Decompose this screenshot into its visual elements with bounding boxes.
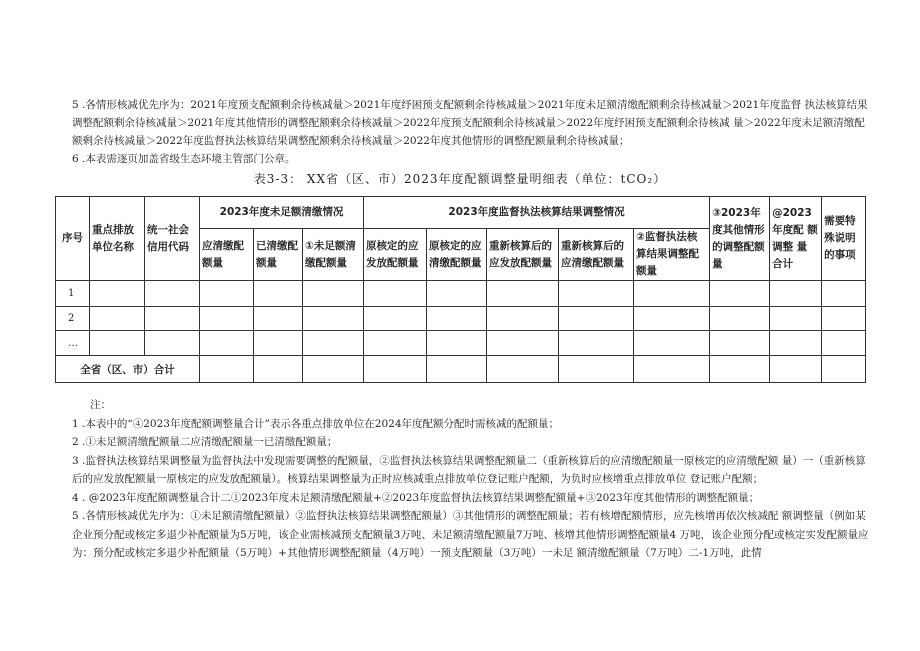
table-caption: 表3-3： XX省（区、市）2023年度配额调整量明细表（单位：tCO₂） xyxy=(253,172,667,186)
col-remark: 需要特殊说明的事项 xyxy=(822,197,866,281)
note-6-stamp: 6 .本表需逐页加盖省级生态环境主管部门公章。 xyxy=(72,153,296,165)
note-item: 2 .①未足额清缴配额量二应清缴配额量一已清缴配额量； xyxy=(72,436,338,448)
row-number: … xyxy=(56,331,90,356)
group-unpaid: 2023年度未足额清缴情况 xyxy=(200,197,364,229)
col-seq: 序号 xyxy=(56,197,90,281)
header-row-1 xyxy=(56,197,866,229)
col-other-adjust: ③2023年度其他情形的调整配额量 xyxy=(710,197,770,281)
total-label: 全省（区、市）合计 xyxy=(56,356,200,383)
table-row xyxy=(56,331,866,356)
col-credit-code: 统一社会信用代码 xyxy=(145,197,200,281)
note-5-priority: 5 .各情形核减优先序为：2021年度预支配额剩余待核减量＞2021年度纾困预支配额剩余待核减量＞2021年度未足额清缴配额剩余待核减量＞2021年度监督 执法核算结果调整配额剩余待核减量＞2021年度其他情形的调整配额剩余待核减量＞2022年度预支配额剩余待核减量＞2022年度纾困预支配额剩余待核减 量＞2022年度未足额清缴配额剩余待核减量＞2022年度监督执法核算结果调整配额剩余待核减量＞2022年度其他情形的调整配额量剩余待核减量； xyxy=(72,99,868,147)
col-recalc-pay: 重新核算后的应清缴配额量 xyxy=(559,229,634,281)
col-unit-name: 重点排放单位名称 xyxy=(90,197,145,281)
notes-section xyxy=(72,396,874,563)
note-item: 3 .监督执法核算结果调整量为监督执法中发现需要调整的配额量，②监督执法核算结果调整配额量二（重新核算后的应清缴配额量一原核定的应清缴配额 量）一（重新核算后的应发放配额量一原核定的应发放配额量）。核算结果调整量为正时应核减重点排放单位登记账户配额，为负时应核增重点排放单位 登记账户配额； xyxy=(72,454,866,485)
col-unpaid: ①未足额清缴配额量 xyxy=(303,229,364,281)
row-number: 1 xyxy=(56,281,90,307)
notes-heading: 注： xyxy=(90,399,111,411)
col-recalc-issue: 重新核算后的应发放配额量 xyxy=(487,229,559,281)
col-orig-pay: 原核定的应清缴配额量 xyxy=(427,229,487,281)
row-number: 2 xyxy=(56,307,90,331)
col-paid: 已清缴配额量 xyxy=(254,229,303,281)
col-orig-issue: 原核定的应发放配额量 xyxy=(364,229,427,281)
table-row xyxy=(56,307,866,331)
col-total-adjust: @2023 年度配 额调整 量 合计 xyxy=(770,197,822,281)
total-row xyxy=(56,356,866,383)
note-item: 5 .各情形核减优先序为：①未足额清缴配额量）②监督执法核算结果调整配额量）③其他情形的调整配额量；若有核增配额情形，应先核增再依次核减配 额调整量（例如某企业预分配或核定多退少补配额量为5万吨，该企业需核减预支配额量3万吨、未足额清缴配额量7万吨、核增其他情形调整配额量4 万吨，该企业预分配或核定实发配额量应为：预分配或核定多退少补配额量（5万吨）+其他情形调整配额量（4万吨）一预支配额量（3万吨）一未足 额清缴配额量（7万吨）二-1万吨，此情 xyxy=(72,510,869,559)
quota-adjustment-table xyxy=(55,196,866,383)
col-enforce-adjust: ②监督执法核算结果调整配额量 xyxy=(634,229,710,281)
table-row xyxy=(56,281,866,307)
note-item: 1 .本表中的“④2023年度配额调整量合计”表示各重点排放单位在2024年度配额分配时需核减的配额量； xyxy=(72,417,560,430)
note-item: 4 . @2023年度配额调整量合计二①2023年度未足额清缴配额量+②2023年度监督执法核算结果调整配额量+③2023年度其他情形的调整配额量； xyxy=(72,491,760,504)
group-enforcement: 2023年度监督执法核算结果调整情况 xyxy=(364,197,710,229)
col-should-pay: 应清缴配额量 xyxy=(200,229,254,281)
